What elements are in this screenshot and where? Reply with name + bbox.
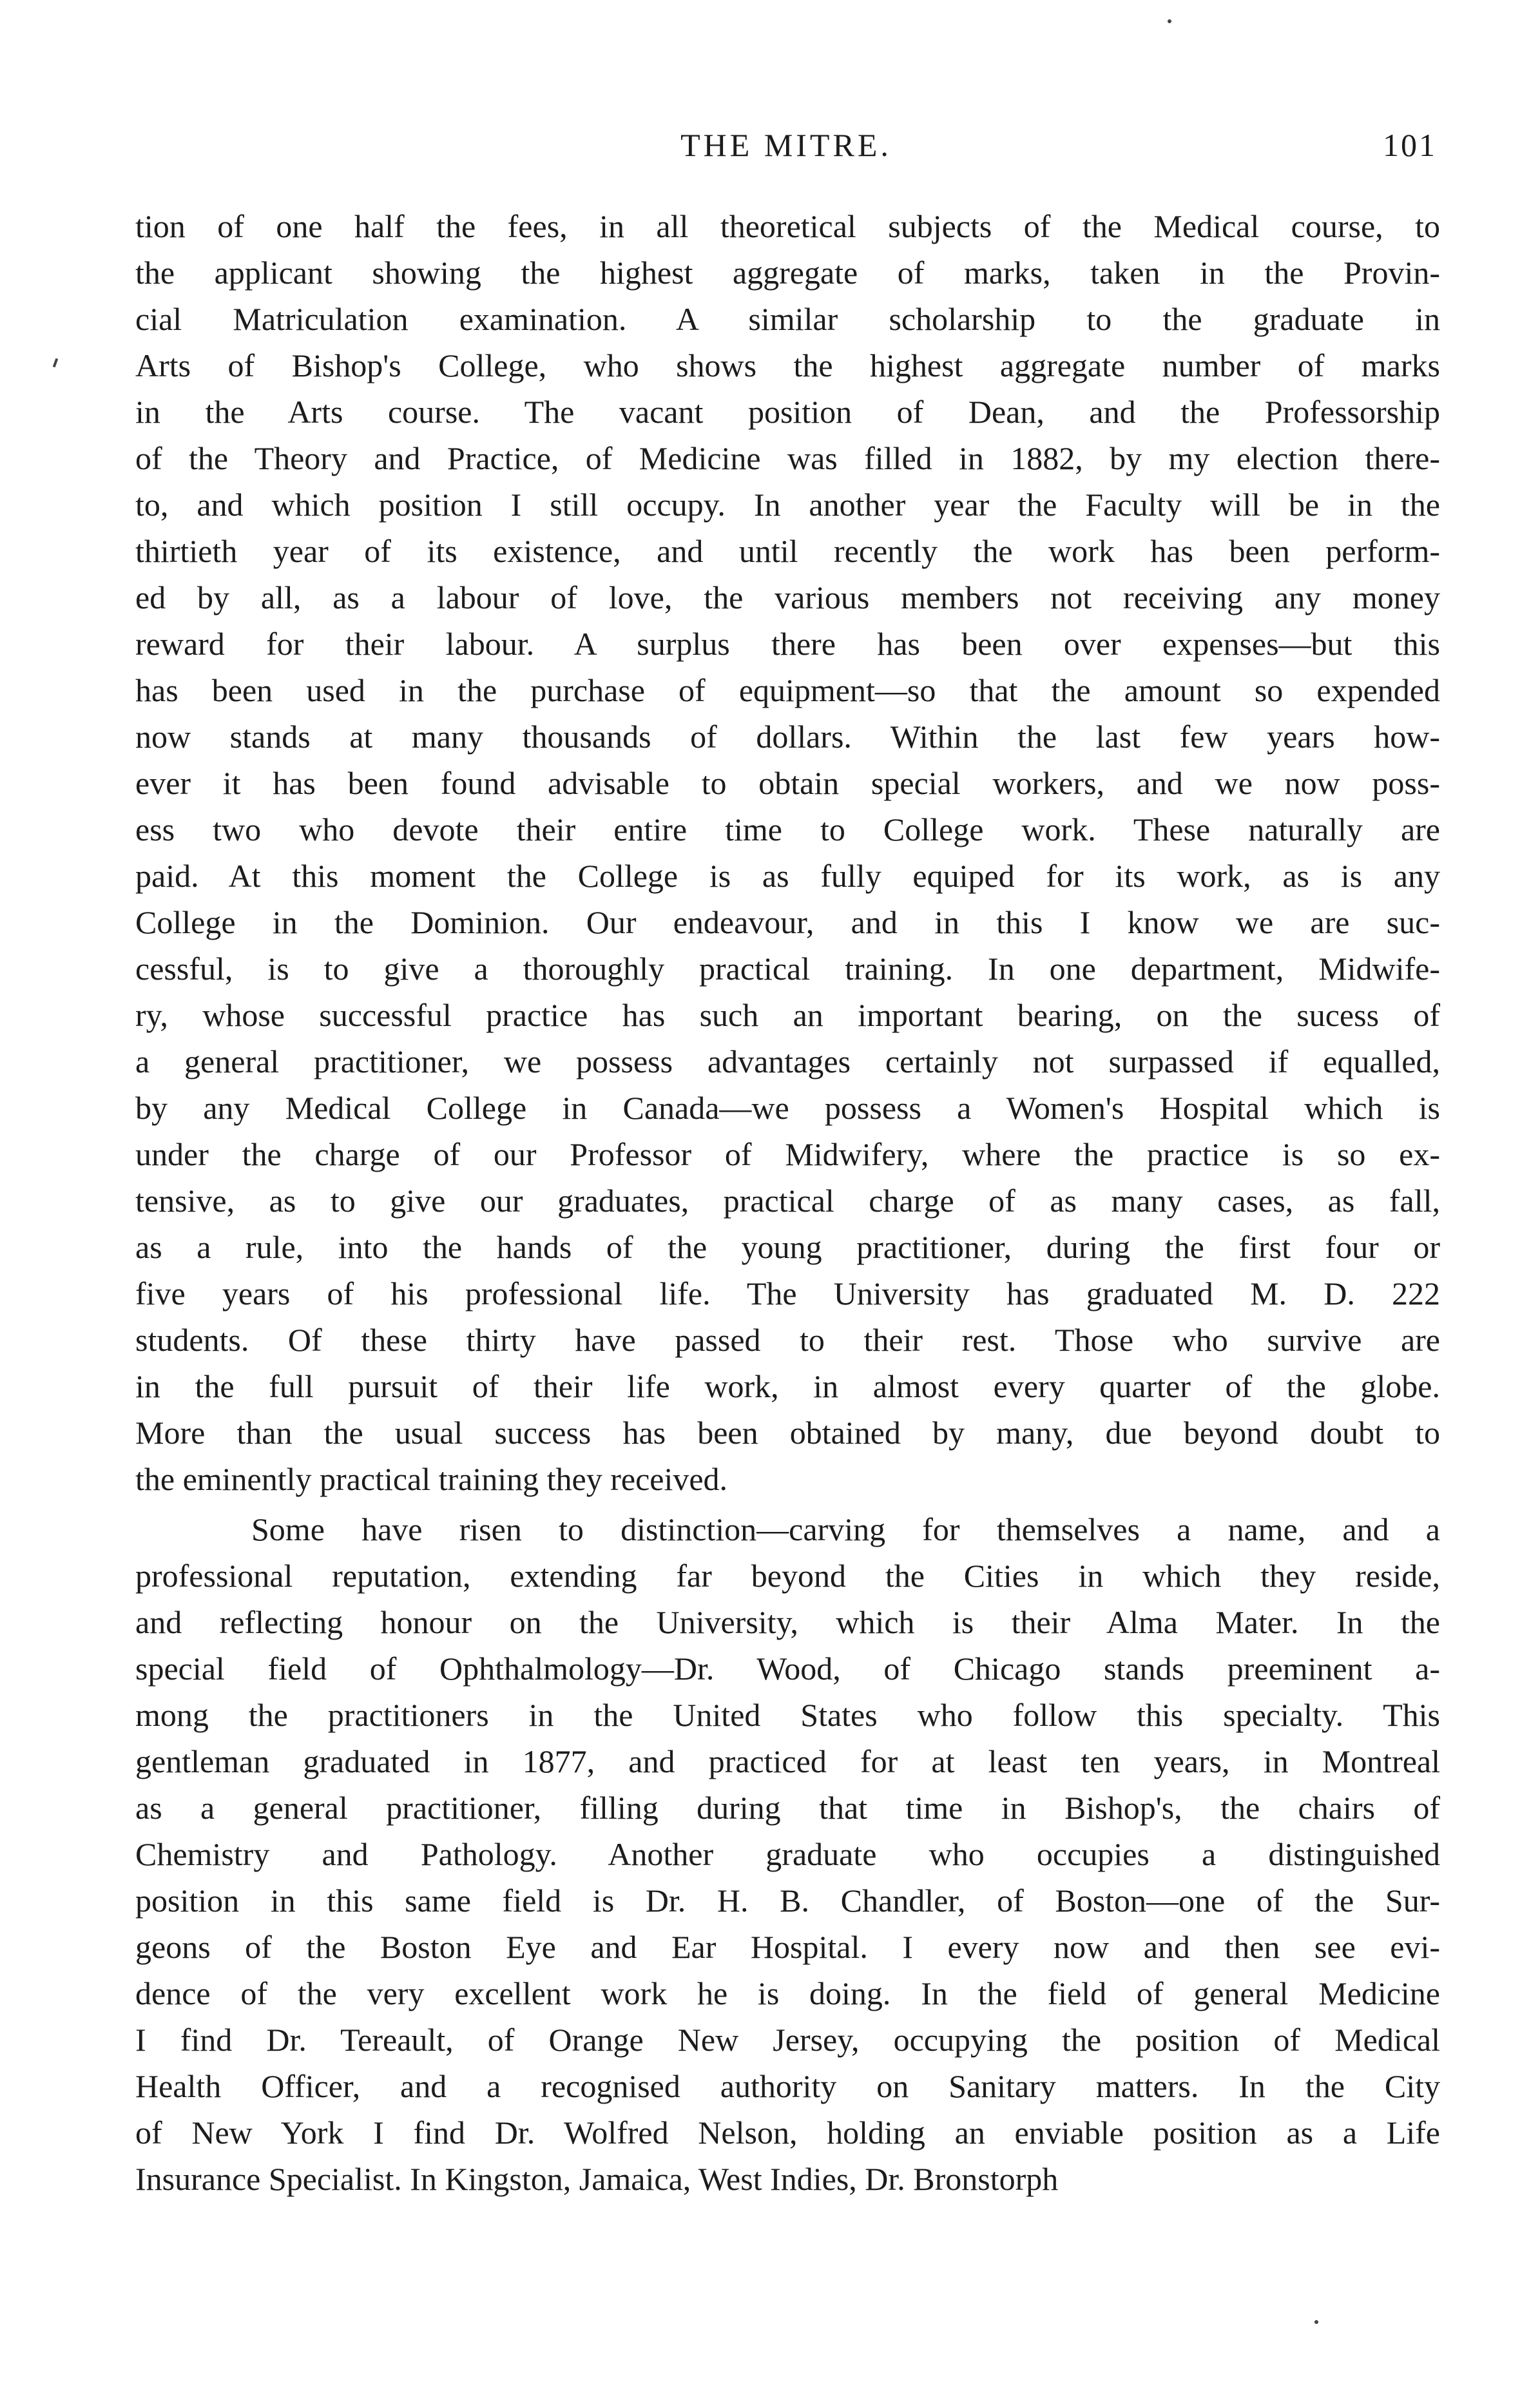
text-line: a general practitioner, we possess advantages certainly not surpassed if equalled,	[135, 1043, 1440, 1079]
text-line: ess two who devote their entire time to College work. These naturally are	[135, 811, 1440, 847]
text-line: reward for their labour. A surplus there has been over expenses—but this	[135, 626, 1440, 662]
page-title: THE MITRE.	[680, 127, 892, 163]
text-line: five years of his professional life. The University has graduated M. D. 222	[135, 1275, 1440, 1311]
text-line: as a general practitioner, filling during that time in Bishop's, the chairs of	[135, 1790, 1440, 1826]
text-line: dence of the very excellent work he is doing. In the field of general Medicine	[135, 1975, 1440, 2011]
text-line: ed by all, as a labour of love, the various members not receiving any money	[135, 579, 1440, 615]
running-header	[135, 126, 1437, 171]
text-line: More than the usual success has been obtained by many, due beyond doubt to	[135, 1415, 1440, 1451]
paragraph	[135, 1506, 1440, 2202]
text-line: of the Theory and Practice, of Medicine was filled in 1882, by my election there-	[135, 440, 1440, 476]
text-line: as a rule, into the hands of the young practitioner, during the first four or	[135, 1229, 1440, 1265]
text-line: paid. At this moment the College is as fully equiped for its work, as is any	[135, 858, 1440, 894]
text-line: College in the Dominion. Our endeavour, and in this I know we are suc-	[135, 904, 1440, 940]
text-line: in the full pursuit of their life work, in almost every quarter of the globe.	[135, 1368, 1440, 1404]
text-line: tensive, as to give our graduates, practical charge of as many cases, as fall,	[135, 1183, 1440, 1219]
text-line: under the charge of our Professor of Midwifery, where the practice is so ex-	[135, 1136, 1440, 1172]
text-line: professional reputation, extending far beyond the Cities in which they reside,	[135, 1558, 1440, 1594]
text-line: position in this same field is Dr. H. B. Chandler, of Boston—one of the Sur-	[135, 1882, 1440, 1919]
text-line: special field of Ophthalmology—Dr. Wood, of Chicago stands preeminent a-	[135, 1650, 1440, 1687]
text-line: of New York I find Dr. Wolfred Nelson, holding an enviable position as a Life	[135, 2115, 1440, 2151]
text-line: in the Arts course. The vacant position of Dean, and the Professorship	[135, 394, 1440, 430]
print-speck	[1314, 2320, 1318, 2324]
text-line: thirtieth year of its existence, and until recently the work has been perform-	[135, 533, 1440, 569]
text-line: cessful, is to give a thoroughly practical training. In one department, Midwife-	[135, 951, 1440, 987]
text-line: gentleman graduated in 1877, and practiced for at least ten years, in Montreal	[135, 1743, 1440, 1779]
text-line: and reflecting honour on the University, which is their Alma Mater. In the	[135, 1604, 1440, 1640]
text-line: the applicant showing the highest aggregate of marks, taken in the Provin-	[135, 255, 1440, 291]
paragraph	[135, 203, 1440, 1502]
text-line: cial Matriculation examination. A similar scholarship to the graduate in	[135, 301, 1440, 337]
text-line: Chemistry and Pathology. Another graduate who occupies a distinguished	[135, 1836, 1440, 1872]
text-line: by any Medical College in Canada—we possess a Women's Hospital which is	[135, 1090, 1440, 1126]
text-line: students. Of these thirty have passed to their rest. Those who survive are	[135, 1322, 1440, 1358]
text-line: tion of one half the fees, in all theoretical subjects of the Medical course, to	[135, 208, 1440, 244]
text-line: Some have risen to distinction—carving for themselves a name, and a	[251, 1511, 1440, 1547]
text-line: to, and which position I still occupy. In another year the Faculty will be in the	[135, 487, 1440, 523]
text-line: I find Dr. Tereault, of Orange New Jersey, occupying the position of Medical	[135, 2022, 1440, 2058]
text-line: Health Officer, and a recognised authority on Sanitary matters. In the City	[135, 2068, 1440, 2104]
text-line: ry, whose successful practice has such an important bearing, on the sucess of	[135, 997, 1440, 1033]
text-line: has been used in the purchase of equipment—so that the amount so expended	[135, 672, 1440, 708]
text-line: now stands at many thousands of dollars. Within the last few years how-	[135, 719, 1440, 755]
article-body	[135, 203, 1440, 2202]
print-speck	[53, 358, 59, 368]
text-line: Arts of Bishop's College, who shows the highest aggregate number of marks	[135, 347, 1440, 383]
text-line: the eminently practical training they received.	[135, 1461, 728, 1497]
text-line: ever it has been found advisable to obtain special workers, and we now poss-	[135, 765, 1440, 801]
text-line: Insurance Specialist. In Kingston, Jamaica, West Indies, Dr. Bronstorph	[135, 2161, 1059, 2197]
page-number: 101	[1383, 127, 1437, 163]
text-line: mong the practitioners in the United States who follow this specialty. This	[135, 1697, 1440, 1733]
print-speck	[1168, 19, 1171, 23]
text-line: geons of the Boston Eye and Ear Hospital. I every now and then see evi-	[135, 1929, 1440, 1965]
